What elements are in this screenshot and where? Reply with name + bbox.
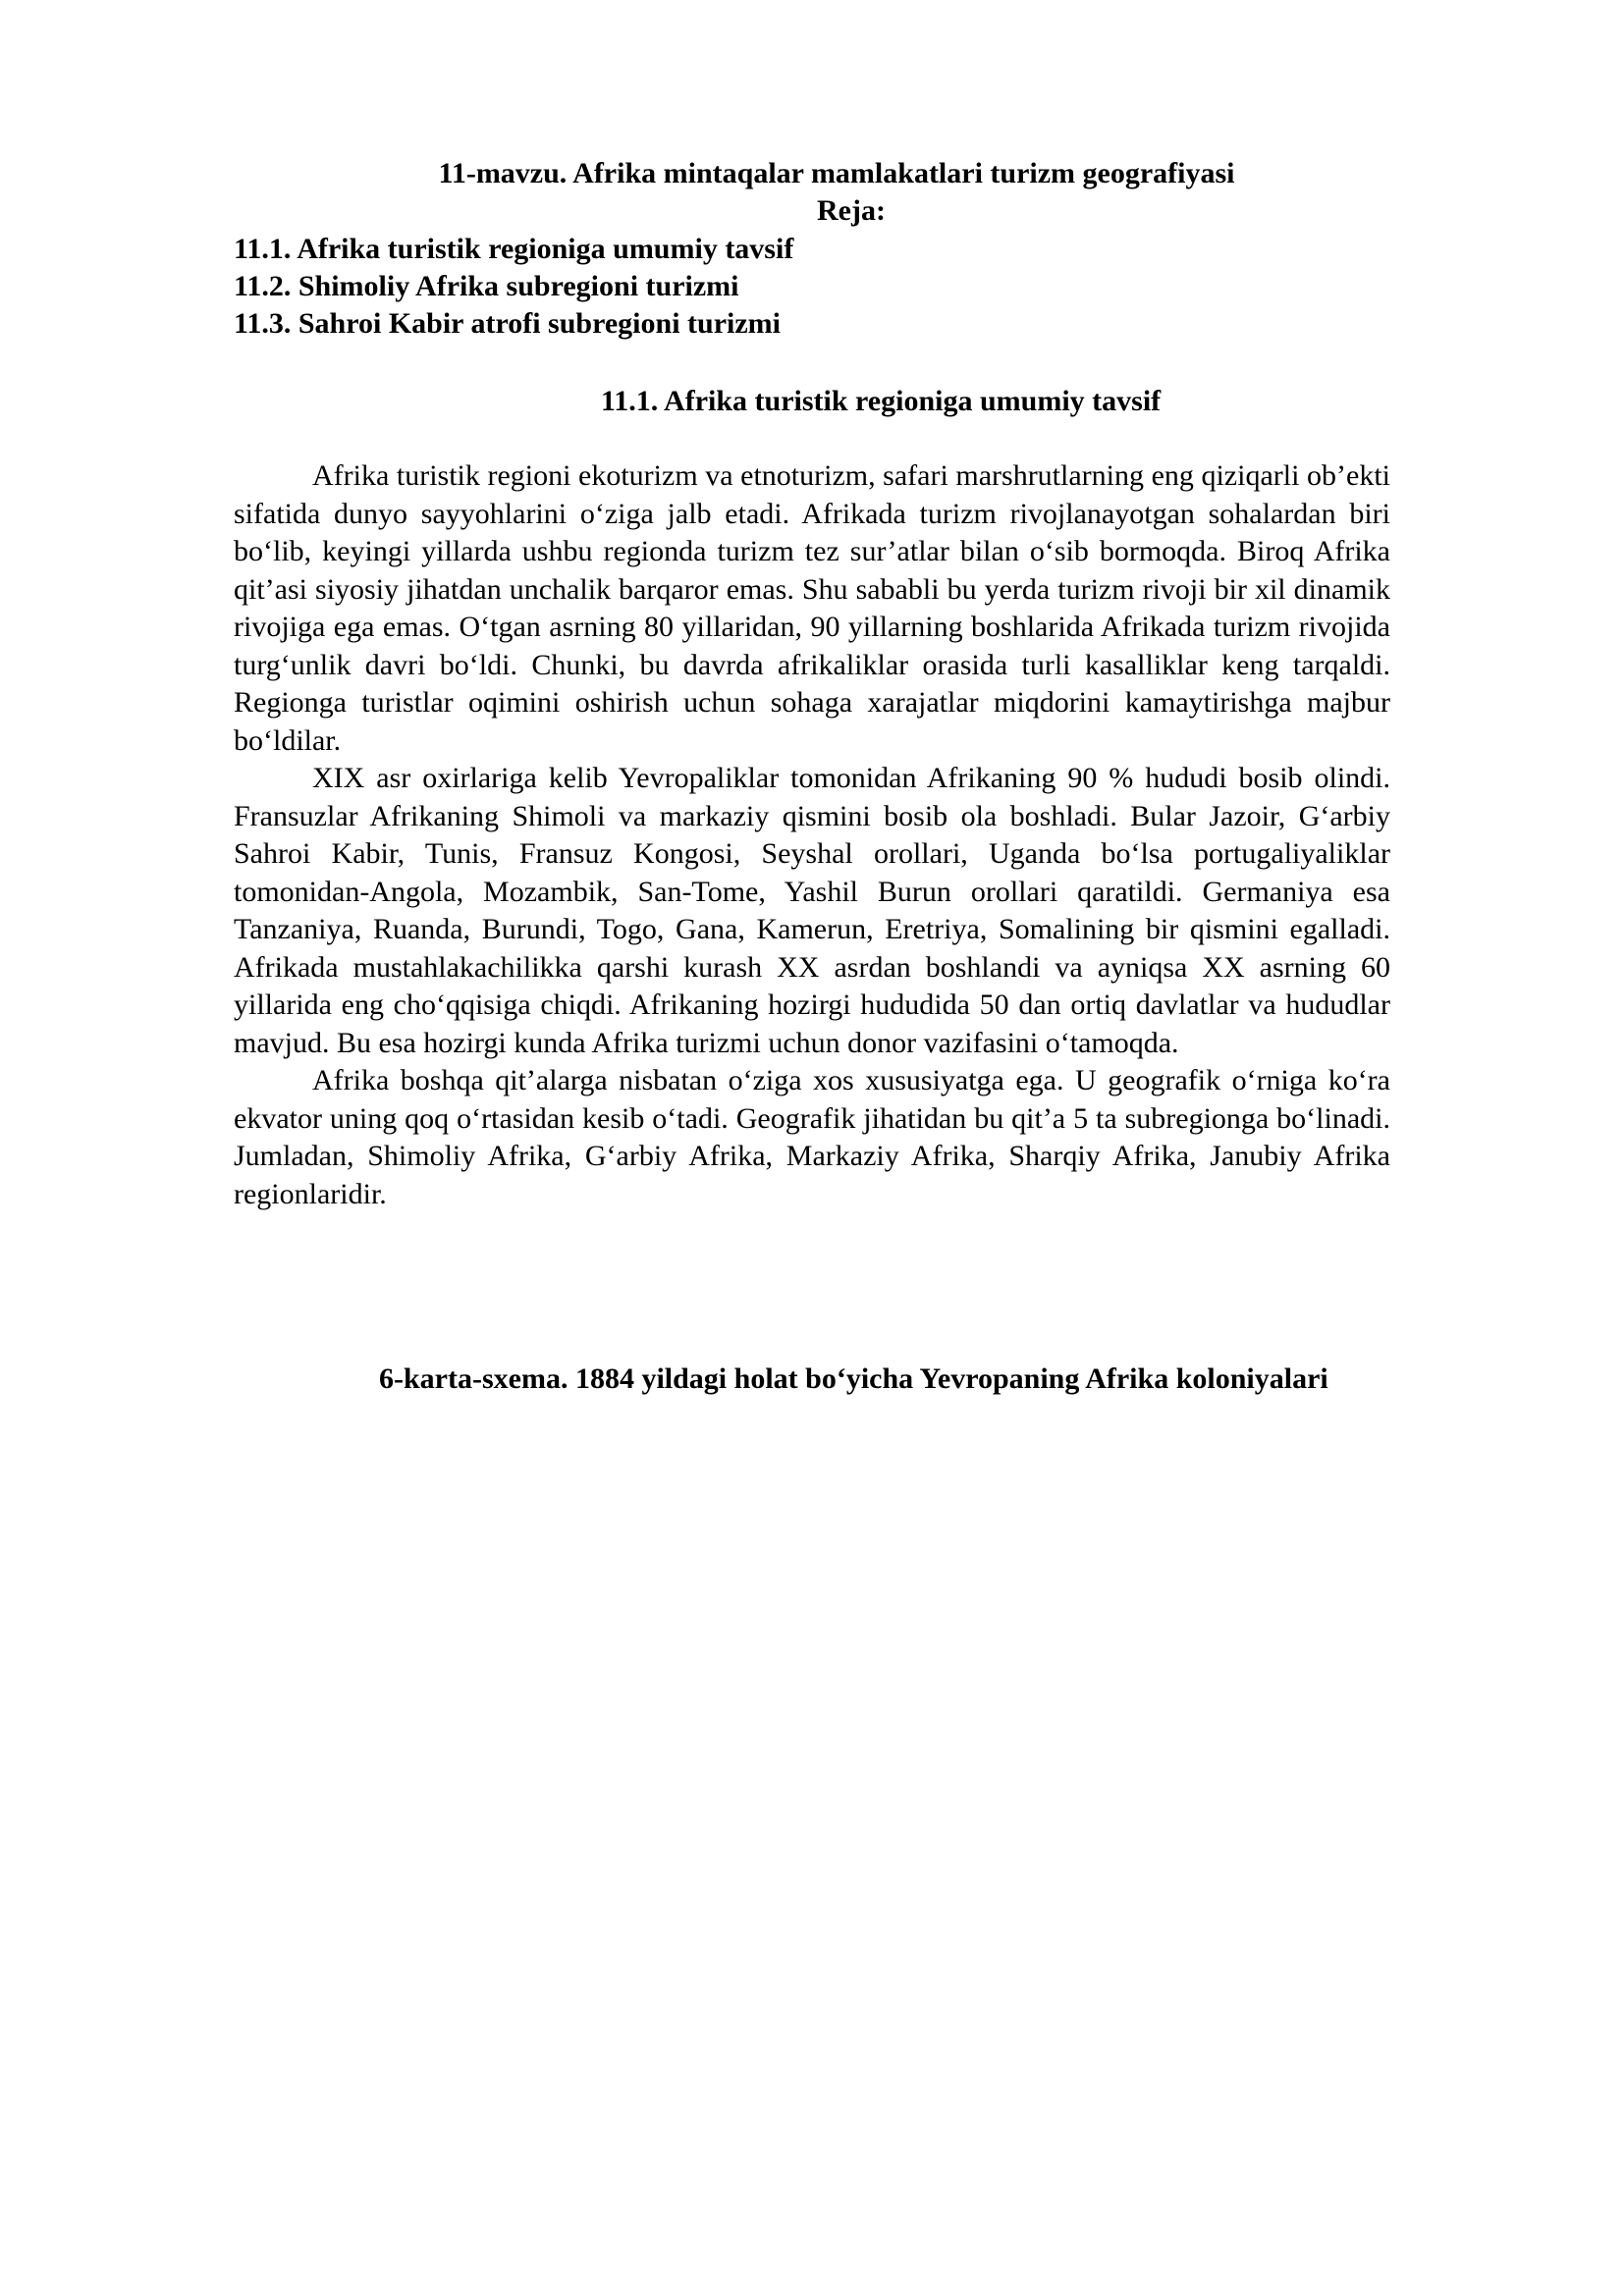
paragraph: XIX asr oxirlariga kelib Yevropaliklar tomonidan Afrikaning 90 % hududi bosib olindi. Fransuzlar Afrikaning Shimoli va markaziy qismini bosib ola boshladi. Bular Jazoir, G‘arbiy Sahroi Kabir, Tunis, Fransuz Kongosi, Seyshal orollari, Uganda bo‘lsa portugaliyaliklar tomonidan-Angola, Mozambik, San-Tome, Yashil Burun orollari qaratildi. Germaniya esa Tanzaniya, Ruanda, Burundi, Togo, Gana, Kamerun, Eretriya, Somalining bir qismini egalladi. Afrikada mustahlakachilikka qarshi kurash XX asrdan boshlandi va ayniqsa XX asrning 60 yillarida eng cho‘qqisiga chiqdi. Afrikaning hozirgi hududida 50 dan ortiq davlatlar va hududlar mavjud. Bu esa hozirgi kunda Afrika turizmi uchun donor vazifasini o‘tamoqda. xyxy=(234,762,1390,1059)
section-heading: 11.1. Afrika turistik regioniga umumiy tavsif xyxy=(600,385,1162,417)
paragraph: Afrika turistik regioni ekoturizm va etnoturizm, safari marshrutlarning eng qiziqarli ob’ekti sifatida dunyo sayyohlarini o‘ziga jalb etadi. Afrikada turizm rivojlanayotgan sohalardan biri bo‘lib, keyingi yillarda ushbu regionda turizm tez sur’atlar bilan o‘sib bormoqda. Biroq Afrika qit’asi siyosiy jihatdan unchalik barqaror emas. Shu sababli bu yerda turizm rivoji bir xil dinamik rivojiga ega emas. O‘tgan asrning 80 yillaridan, 90 yillarning boshlarida Afrikada turizm rivojida turg‘unlik davri bo‘ldi. Chunki, bu davrda afrikaliklar orasida turli kasalliklar keng tarqaldi. Regionga turistlar oqimini oshirish uchun sohaga xarajatlar miqdorini kamaytirishga majbur bo‘ldilar. xyxy=(234,459,1390,757)
plan-heading: Reja: xyxy=(817,194,886,227)
plan-item: 11.2. Shimoliy Afrika subregioni turizmi xyxy=(234,270,739,302)
plan-item: 11.1. Afrika turistik regioniga umumiy tavsif xyxy=(234,233,794,265)
figure-caption: 6-karta-sxema. 1884 yildagi holat bo‘yicha Yevropaning Afrika koloniyalari xyxy=(379,1362,1328,1395)
plan-list xyxy=(234,231,793,343)
document-title: 11-mavzu. Afrika mintaqalar mamlakatlari turizm geografiyasi xyxy=(438,157,1235,189)
plan-item: 11.3. Sahroi Kabir atrofi subregioni turizmi xyxy=(234,307,781,340)
body-text xyxy=(234,457,1390,1213)
paragraph: Afrika boshqa qit’alarga nisbatan o‘ziga xos xususiyatga ega. U geografik o‘rniga ko‘ra ekvator uning qoq o‘rtasidan kesib o‘tadi. Geografik jihatidan bu qit’a 5 ta subregionga bo‘linadi. Jumladan, Shimoliy Afrika, G‘arbiy Afrika, Markaziy Afrika, Sharqiy Afrika, Janubiy Afrika regionlaridir. xyxy=(234,1064,1390,1210)
